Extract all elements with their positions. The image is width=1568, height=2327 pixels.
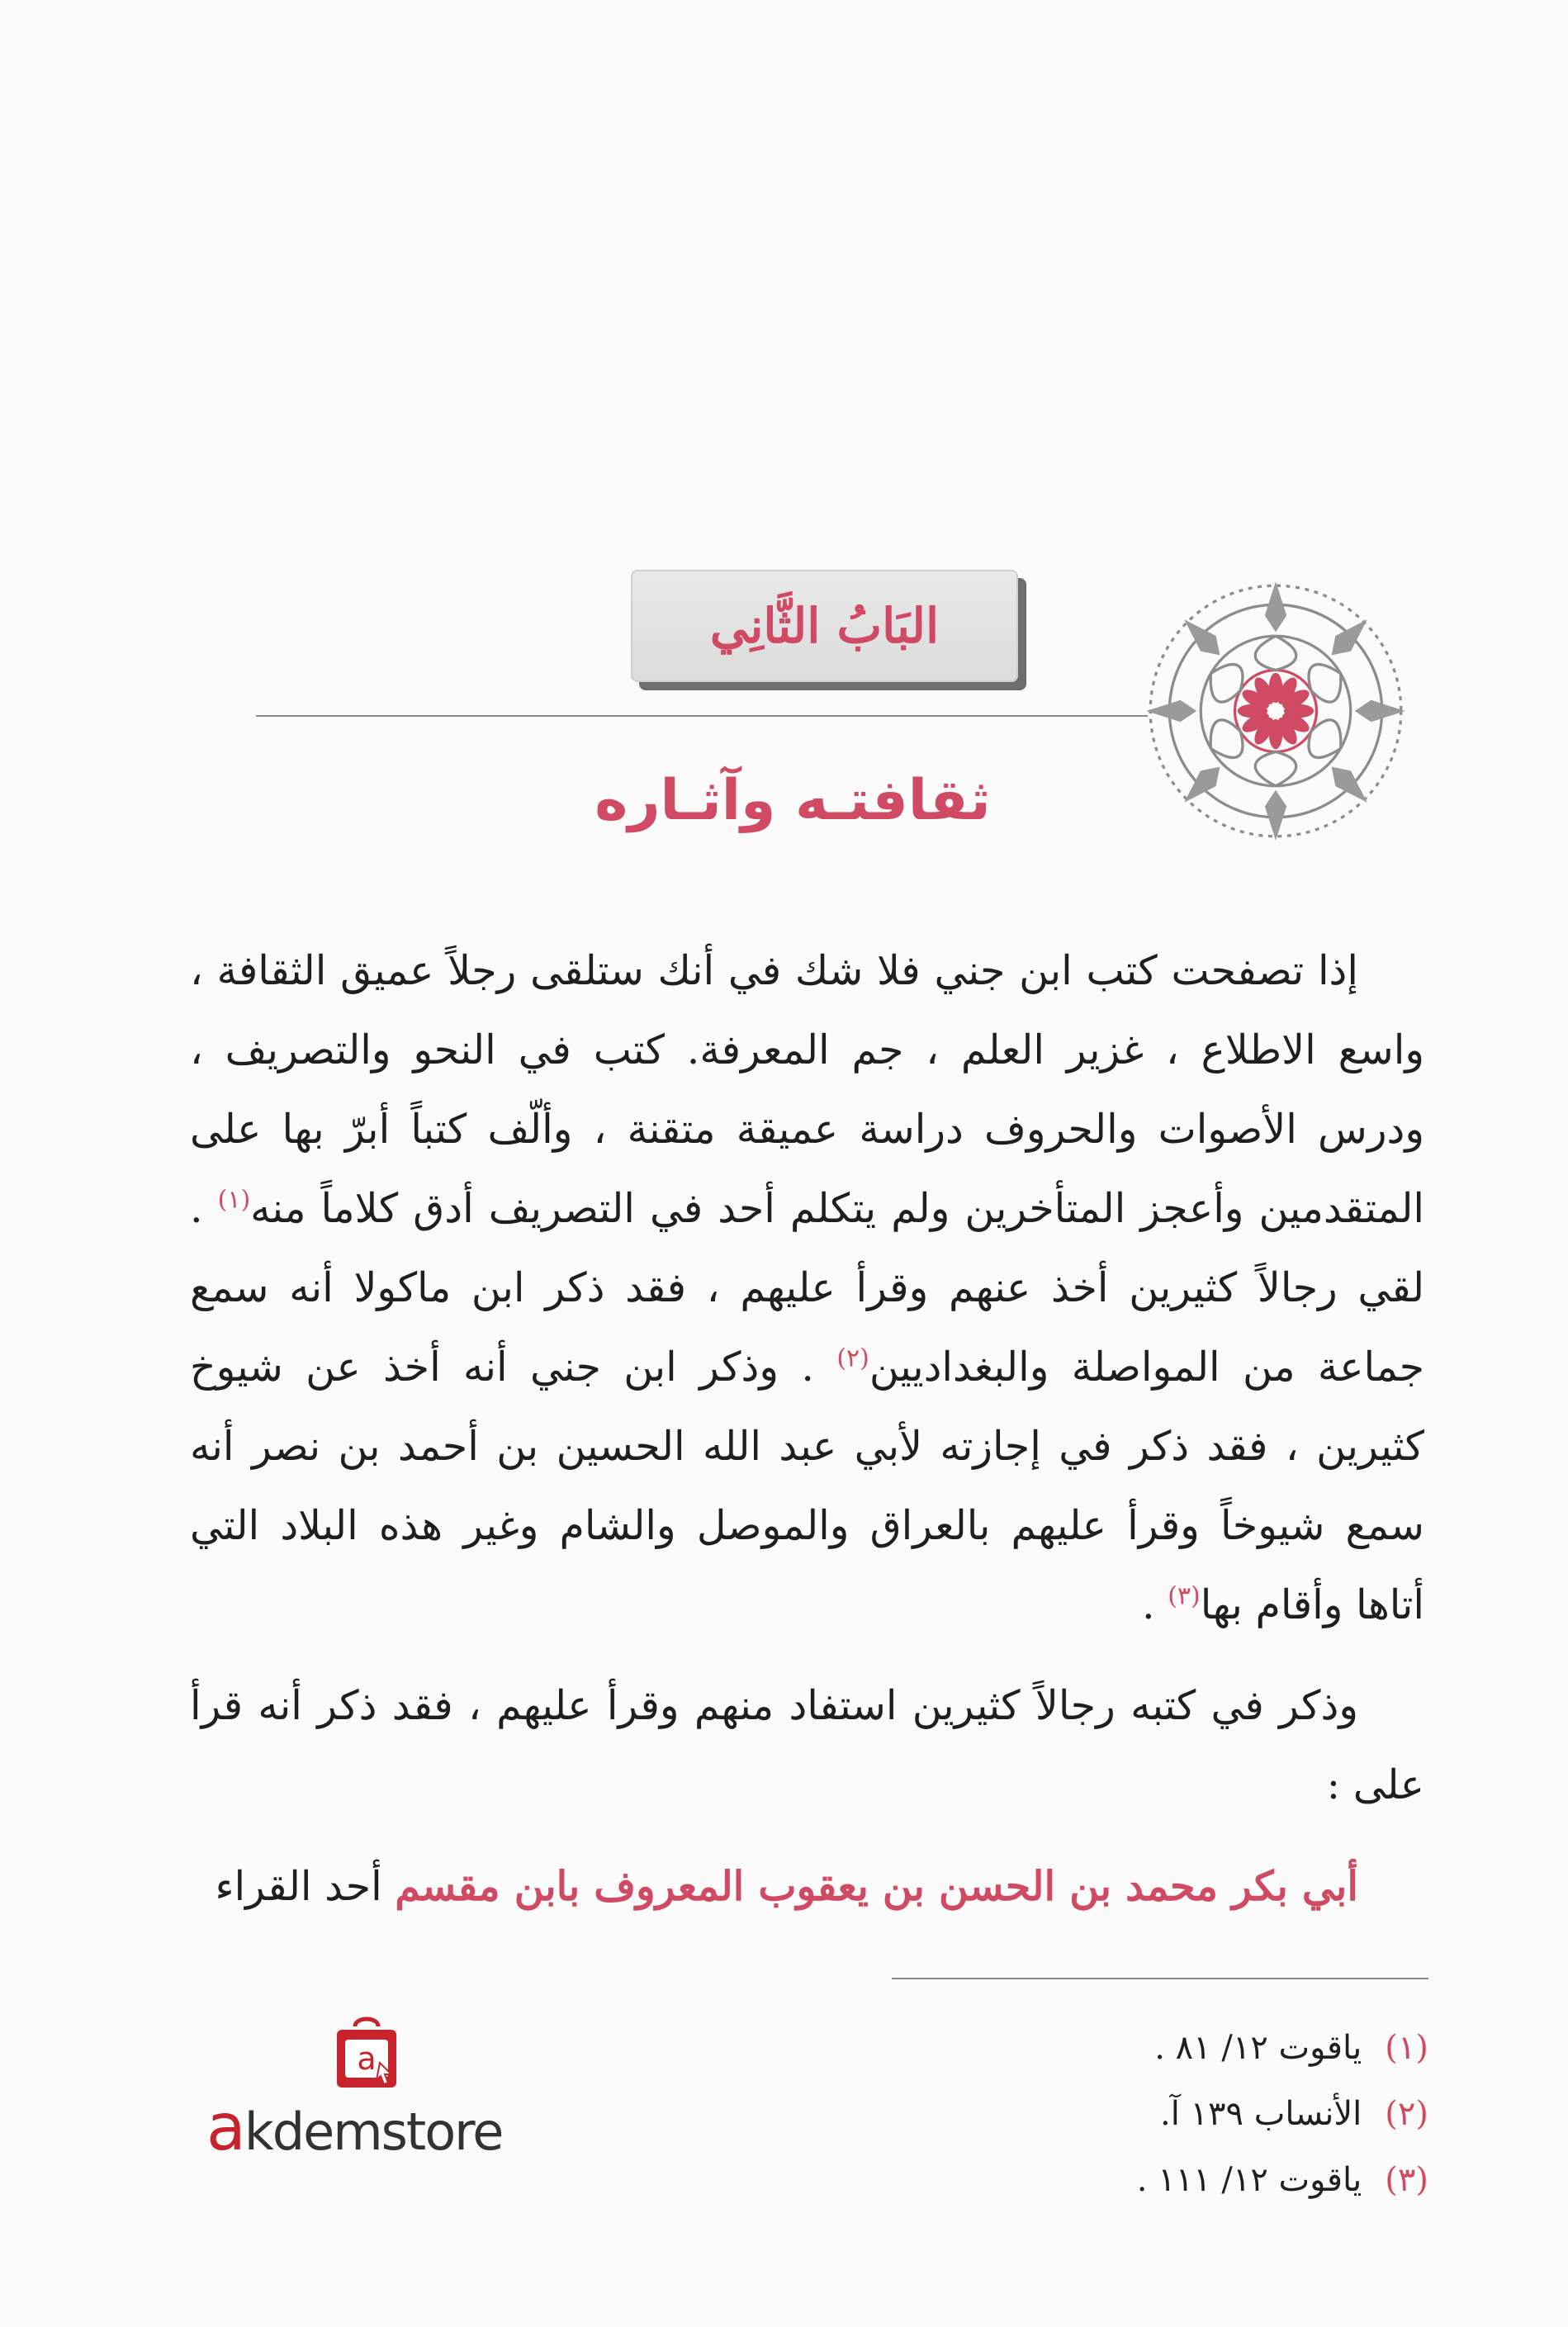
- chapter-title: البَابُ الثَّانِي: [709, 598, 940, 654]
- akdemstore-logo: [206, 2015, 537, 2172]
- footnote-number: (١): [1385, 2029, 1428, 2067]
- header-divider: [256, 715, 1148, 717]
- paragraph-1-part-3: . وذكر ابن جني أنه أخذ عن شيوخ كثيرين ، فقد ذكر في إجازته لأبي عبد الله الحسين بن أحمد بن نصر أنه سمع شيوخاً وقرأ عليهم بالعراق والموصل والشام وغير هذه البلاد التي أتاها وأقام بها: [190, 1344, 1424, 1628]
- footnote-text: ياقوت ١٢/ ١١١ .: [1136, 2161, 1362, 2199]
- paragraph-1-part-2: . لقي رجالاً كثيرين أخذ عنهم وقرأ عليهم ، فقد ذكر ابن ماكولا أنه سمع جماعة من المواصلة والبغداديين: [190, 1185, 1424, 1391]
- paragraph-1-part-4: .: [1142, 1581, 1168, 1628]
- paragraph-3-rest: أحد القراء: [215, 1863, 396, 1910]
- footnote-2: [892, 2081, 1428, 2147]
- paragraph-1-part-1: إذا تصفحت كتب ابن جني فلا شك في أنك ستلقى رجلاً عميق الثقافة ، واسع الاطلاع ، غزير العلم ، جم المعرفة. كتب في النحو والتصريف ، ودرس الأصوات والحروف دراسة عميقة متقنة ، وألّف كتباً أبرّ بها على المتقدمين وأعجز المتأخرين ولم يتكلم أحد في التصريف أدق كلاماً منه: [190, 947, 1424, 1232]
- logo-letter-a: a: [206, 2091, 244, 2165]
- footnote-3: [892, 2147, 1428, 2213]
- footnote-text: ياقوت ١٢/ ٨١ .: [1154, 2029, 1362, 2067]
- scholar-name-highlight: أبي بكر محمد بن الحسن بن يعقوب المعروف بابن مقسم: [395, 1862, 1358, 1910]
- footnote-ref-2: (٢): [836, 1344, 869, 1373]
- logo-wordmark: [206, 2091, 502, 2165]
- chapter-banner: [631, 570, 1018, 682]
- footnote-ref-3: (٣): [1168, 1581, 1201, 1611]
- footnotes: [892, 2015, 1428, 2213]
- logo-mark-letter: a: [357, 2040, 377, 2077]
- section-title: ثقافتـه وآثـاره: [595, 768, 991, 833]
- footnote-number: (٣): [1385, 2161, 1428, 2199]
- paragraph-1: [190, 931, 1424, 1645]
- paragraph-2: وذكر في كتبه رجالاً كثيرين استفاد منهم وقرأ عليهم ، فقد ذكر أنه قرأ على :: [190, 1682, 1424, 1808]
- body-text: [190, 931, 1424, 1927]
- footnote-1: [892, 2015, 1428, 2081]
- logo-text-rest: kdemstore: [244, 2102, 503, 2162]
- paragraph-3: [190, 1846, 1424, 1927]
- footnote-number: (٢): [1385, 2095, 1428, 2133]
- footnote-ref-1: (١): [217, 1185, 251, 1215]
- book-store-icon: [330, 2015, 403, 2094]
- rosette-ornament-icon: [1139, 575, 1412, 847]
- footnote-text: الأنساب ١٣٩ آ.: [1159, 2095, 1362, 2133]
- footnote-divider: [892, 1978, 1428, 1979]
